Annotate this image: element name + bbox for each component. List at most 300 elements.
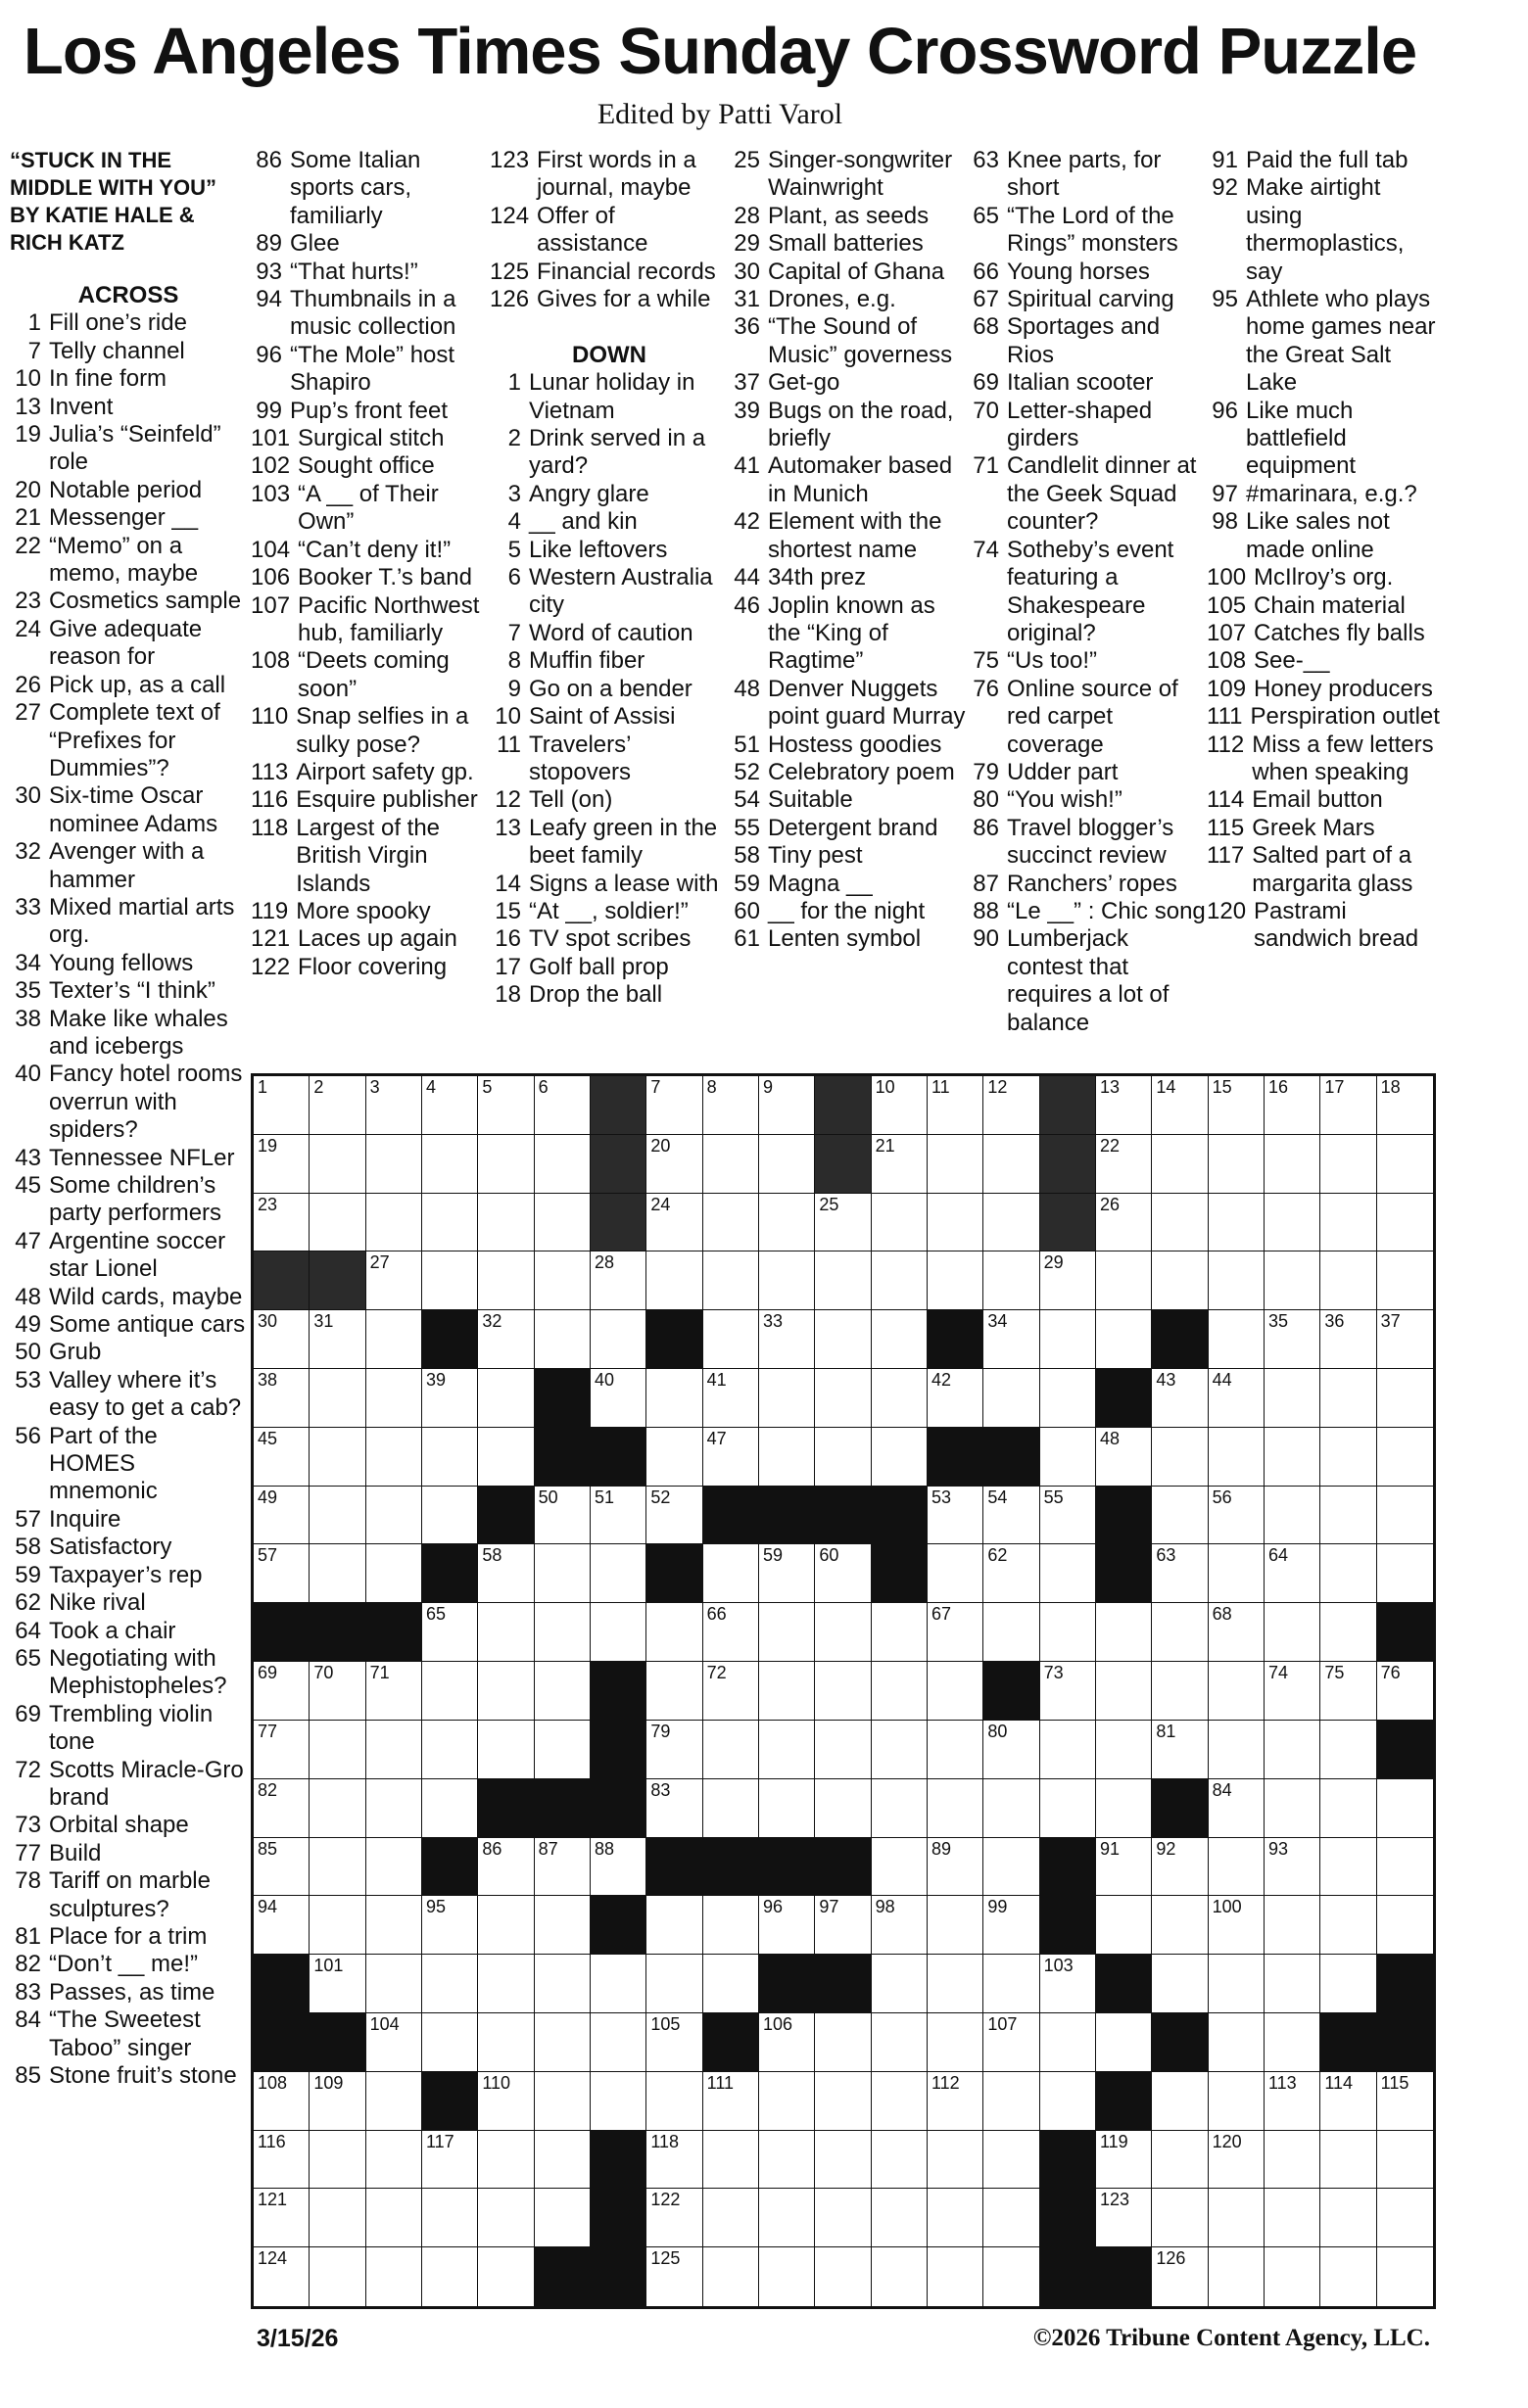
grid-cell[interactable]	[703, 2247, 759, 2306]
grid-cell[interactable]	[703, 1251, 759, 1310]
grid-cell[interactable]	[478, 1076, 534, 1135]
grid-cell[interactable]	[872, 1135, 928, 1194]
grid-cell[interactable]	[422, 1369, 478, 1428]
grid-cell[interactable]	[1320, 1779, 1376, 1838]
grid-cell[interactable]	[1152, 1838, 1208, 1897]
grid-cell[interactable]	[1040, 2013, 1096, 2072]
grid-cell[interactable]	[310, 1428, 365, 1487]
grid-cell[interactable]	[366, 1135, 422, 1194]
grid-cell[interactable]	[366, 1251, 422, 1310]
grid-cell[interactable]	[983, 1076, 1039, 1135]
grid-cell[interactable]	[703, 1662, 759, 1721]
grid-cell[interactable]	[366, 1076, 422, 1135]
grid-cell[interactable]	[983, 2013, 1039, 2072]
grid-cell[interactable]	[983, 1838, 1039, 1897]
grid-cell[interactable]	[646, 1721, 702, 1779]
grid-cell[interactable]	[646, 1251, 702, 1310]
grid-cell[interactable]	[1040, 1251, 1096, 1310]
grid-cell[interactable]	[535, 2072, 591, 2131]
grid-cell[interactable]	[535, 1838, 591, 1897]
grid-cell[interactable]	[422, 2247, 478, 2306]
grid-cell[interactable]	[815, 1896, 871, 1955]
grid-cell[interactable]	[310, 1662, 365, 1721]
grid-cell[interactable]	[478, 1721, 534, 1779]
grid-cell[interactable]	[1152, 2131, 1208, 2190]
grid-cell[interactable]	[591, 1369, 646, 1428]
grid-cell[interactable]	[872, 1251, 928, 1310]
grid-cell[interactable]	[646, 1603, 702, 1662]
grid-cell[interactable]	[366, 2013, 422, 2072]
grid-cell[interactable]	[928, 1721, 983, 1779]
grid-cell[interactable]	[1152, 2247, 1208, 2306]
grid-cell[interactable]	[983, 1369, 1039, 1428]
grid-cell[interactable]	[1096, 1076, 1152, 1135]
grid-cell[interactable]	[928, 2131, 983, 2190]
grid-cell[interactable]	[703, 1194, 759, 1252]
grid-cell[interactable]	[1265, 1428, 1320, 1487]
grid-cell[interactable]	[591, 1544, 646, 1603]
grid-cell[interactable]	[254, 2189, 310, 2247]
grid-cell[interactable]	[478, 2013, 534, 2072]
grid-cell[interactable]	[983, 1896, 1039, 1955]
grid-cell[interactable]	[815, 1721, 871, 1779]
grid-cell[interactable]	[1040, 1428, 1096, 1487]
grid-cell[interactable]	[310, 2072, 365, 2131]
grid-cell[interactable]	[478, 1251, 534, 1310]
grid-cell[interactable]	[254, 1544, 310, 1603]
grid-cell[interactable]	[1209, 1721, 1265, 1779]
grid-cell[interactable]	[1209, 2189, 1265, 2247]
grid-cell[interactable]	[1209, 2072, 1265, 2131]
grid-cell[interactable]	[478, 1662, 534, 1721]
grid-cell[interactable]	[254, 1838, 310, 1897]
grid-cell[interactable]	[759, 1194, 815, 1252]
grid-cell[interactable]	[815, 2072, 871, 2131]
grid-cell[interactable]	[310, 2247, 365, 2306]
grid-cell[interactable]	[535, 1135, 591, 1194]
grid-cell[interactable]	[928, 1487, 983, 1545]
grid-cell[interactable]	[478, 1428, 534, 1487]
grid-cell[interactable]	[1320, 2247, 1376, 2306]
grid-cell[interactable]	[366, 1721, 422, 1779]
grid-cell[interactable]	[759, 1076, 815, 1135]
grid-cell[interactable]	[646, 1194, 702, 1252]
grid-cell[interactable]	[1377, 1487, 1433, 1545]
grid-cell[interactable]	[1320, 1487, 1376, 1545]
grid-cell[interactable]	[591, 1603, 646, 1662]
grid-cell[interactable]	[983, 1779, 1039, 1838]
grid-cell[interactable]	[983, 1135, 1039, 1194]
grid-cell[interactable]	[591, 1955, 646, 2013]
grid-cell[interactable]	[1152, 1135, 1208, 1194]
grid-cell[interactable]	[1209, 2247, 1265, 2306]
grid-cell[interactable]	[591, 2013, 646, 2072]
grid-cell[interactable]	[1096, 1310, 1152, 1369]
grid-cell[interactable]	[1209, 1369, 1265, 1428]
grid-cell[interactable]	[535, 1955, 591, 2013]
grid-cell[interactable]	[1096, 1251, 1152, 1310]
grid-cell[interactable]	[646, 1135, 702, 1194]
grid-cell[interactable]	[535, 2013, 591, 2072]
grid-cell[interactable]	[254, 2072, 310, 2131]
grid-cell[interactable]	[254, 1310, 310, 1369]
grid-cell[interactable]	[1040, 1310, 1096, 1369]
grid-cell[interactable]	[1152, 1194, 1208, 1252]
grid-cell[interactable]	[815, 2247, 871, 2306]
grid-cell[interactable]	[1152, 1603, 1208, 1662]
grid-cell[interactable]	[928, 1896, 983, 1955]
grid-cell[interactable]	[872, 1603, 928, 1662]
grid-cell[interactable]	[703, 1779, 759, 1838]
grid-cell[interactable]	[928, 2013, 983, 2072]
grid-cell[interactable]	[1040, 2072, 1096, 2131]
grid-cell[interactable]	[1265, 2131, 1320, 2190]
grid-cell[interactable]	[1377, 2072, 1433, 2131]
grid-cell[interactable]	[310, 1135, 365, 1194]
grid-cell[interactable]	[1152, 1076, 1208, 1135]
grid-cell[interactable]	[478, 2072, 534, 2131]
grid-cell[interactable]	[1152, 1251, 1208, 1310]
grid-cell[interactable]	[535, 1603, 591, 1662]
grid-cell[interactable]	[703, 2072, 759, 2131]
grid-cell[interactable]	[1209, 2131, 1265, 2190]
grid-cell[interactable]	[478, 1603, 534, 1662]
grid-cell[interactable]	[815, 1369, 871, 1428]
grid-cell[interactable]	[422, 2131, 478, 2190]
grid-cell[interactable]	[366, 1955, 422, 2013]
grid-cell[interactable]	[366, 1369, 422, 1428]
grid-cell[interactable]	[366, 1779, 422, 1838]
grid-cell[interactable]	[1320, 1369, 1376, 1428]
grid-cell[interactable]	[1265, 1838, 1320, 1897]
grid-cell[interactable]	[478, 1369, 534, 1428]
grid-cell[interactable]	[646, 1487, 702, 1545]
grid-cell[interactable]	[759, 2247, 815, 2306]
grid-cell[interactable]	[1152, 1487, 1208, 1545]
grid-cell[interactable]	[1320, 1603, 1376, 1662]
grid-cell[interactable]	[1209, 1076, 1265, 1135]
grid-cell[interactable]	[646, 2013, 702, 2072]
grid-cell[interactable]	[872, 1896, 928, 1955]
grid-cell[interactable]	[535, 1721, 591, 1779]
grid-cell[interactable]	[254, 1076, 310, 1135]
grid-cell[interactable]	[422, 1428, 478, 1487]
grid-cell[interactable]	[1377, 1076, 1433, 1135]
grid-cell[interactable]	[254, 1194, 310, 1252]
grid-cell[interactable]	[1152, 1721, 1208, 1779]
grid-cell[interactable]	[254, 1662, 310, 1721]
grid-cell[interactable]	[1152, 2189, 1208, 2247]
grid-cell[interactable]	[366, 1310, 422, 1369]
grid-cell[interactable]	[254, 1779, 310, 1838]
grid-cell[interactable]	[1320, 2072, 1376, 2131]
grid-cell[interactable]	[1209, 1135, 1265, 1194]
grid-cell[interactable]	[1320, 1896, 1376, 1955]
grid-cell[interactable]	[1152, 1369, 1208, 1428]
grid-cell[interactable]	[646, 1662, 702, 1721]
grid-cell[interactable]	[1320, 2131, 1376, 2190]
grid-cell[interactable]	[422, 1076, 478, 1135]
grid-cell[interactable]	[1377, 1544, 1433, 1603]
grid-cell[interactable]	[1096, 2013, 1152, 2072]
grid-cell[interactable]	[535, 1896, 591, 1955]
grid-cell[interactable]	[1377, 1779, 1433, 1838]
grid-cell[interactable]	[478, 1838, 534, 1897]
grid-cell[interactable]	[815, 2013, 871, 2072]
grid-cell[interactable]	[872, 1721, 928, 1779]
grid-cell[interactable]	[872, 1369, 928, 1428]
grid-cell[interactable]	[983, 1194, 1039, 1252]
grid-cell[interactable]	[759, 1603, 815, 1662]
grid-cell[interactable]	[928, 1135, 983, 1194]
grid-cell[interactable]	[815, 2189, 871, 2247]
grid-cell[interactable]	[928, 1955, 983, 2013]
grid-cell[interactable]	[1096, 1428, 1152, 1487]
grid-cell[interactable]	[703, 1721, 759, 1779]
grid-cell[interactable]	[310, 1721, 365, 1779]
grid-cell[interactable]	[1265, 1544, 1320, 1603]
grid-cell[interactable]	[1152, 1662, 1208, 1721]
grid-cell[interactable]	[1377, 2189, 1433, 2247]
grid-cell[interactable]	[535, 1544, 591, 1603]
grid-cell[interactable]	[928, 1662, 983, 1721]
grid-cell[interactable]	[1152, 1955, 1208, 2013]
grid-cell[interactable]	[703, 1428, 759, 1487]
grid-cell[interactable]	[366, 2247, 422, 2306]
grid-cell[interactable]	[1040, 1721, 1096, 1779]
grid-cell[interactable]	[1209, 1838, 1265, 1897]
grid-cell[interactable]	[759, 2013, 815, 2072]
grid-cell[interactable]	[591, 1838, 646, 1897]
grid-cell[interactable]	[646, 1369, 702, 1428]
grid-cell[interactable]	[535, 1310, 591, 1369]
grid-cell[interactable]	[759, 1251, 815, 1310]
grid-cell[interactable]	[815, 1544, 871, 1603]
grid-cell[interactable]	[422, 2189, 478, 2247]
grid-cell[interactable]	[422, 1779, 478, 1838]
grid-cell[interactable]	[1096, 1194, 1152, 1252]
grid-cell[interactable]	[646, 2072, 702, 2131]
grid-cell[interactable]	[646, 1076, 702, 1135]
grid-cell[interactable]	[310, 1779, 365, 1838]
grid-cell[interactable]	[1377, 2247, 1433, 2306]
grid-cell[interactable]	[1152, 1428, 1208, 1487]
grid-cell[interactable]	[1209, 1603, 1265, 1662]
grid-cell[interactable]	[1320, 1076, 1376, 1135]
grid-cell[interactable]	[928, 1194, 983, 1252]
grid-cell[interactable]	[759, 1428, 815, 1487]
grid-cell[interactable]	[1265, 1603, 1320, 1662]
grid-cell[interactable]	[703, 2131, 759, 2190]
grid-cell[interactable]	[1265, 2013, 1320, 2072]
grid-cell[interactable]	[422, 1135, 478, 1194]
grid-cell[interactable]	[310, 1310, 365, 1369]
grid-cell[interactable]	[254, 1135, 310, 1194]
grid-cell[interactable]	[1265, 1194, 1320, 1252]
grid-cell[interactable]	[646, 2189, 702, 2247]
grid-cell[interactable]	[591, 2072, 646, 2131]
grid-cell[interactable]	[983, 2131, 1039, 2190]
grid-cell[interactable]	[872, 1310, 928, 1369]
grid-cell[interactable]	[1265, 1779, 1320, 1838]
grid-cell[interactable]	[872, 1955, 928, 2013]
grid-cell[interactable]	[1209, 1487, 1265, 1545]
grid-cell[interactable]	[703, 1076, 759, 1135]
grid-cell[interactable]	[983, 1603, 1039, 1662]
grid-cell[interactable]	[983, 1544, 1039, 1603]
grid-cell[interactable]	[1320, 1428, 1376, 1487]
grid-cell[interactable]	[1209, 1544, 1265, 1603]
grid-cell[interactable]	[703, 1310, 759, 1369]
grid-cell[interactable]	[815, 1251, 871, 1310]
grid-cell[interactable]	[983, 1310, 1039, 1369]
grid-cell[interactable]	[1320, 1955, 1376, 2013]
grid-cell[interactable]	[422, 1721, 478, 1779]
grid-cell[interactable]	[366, 1544, 422, 1603]
grid-cell[interactable]	[1096, 1838, 1152, 1897]
grid-cell[interactable]	[983, 2189, 1039, 2247]
grid-cell[interactable]	[254, 1487, 310, 1545]
grid-cell[interactable]	[254, 1369, 310, 1428]
grid-cell[interactable]	[1209, 1955, 1265, 2013]
grid-cell[interactable]	[1265, 2247, 1320, 2306]
grid-cell[interactable]	[1320, 1135, 1376, 1194]
grid-cell[interactable]	[422, 1662, 478, 1721]
grid-cell[interactable]	[1209, 1428, 1265, 1487]
grid-cell[interactable]	[646, 1779, 702, 1838]
grid-cell[interactable]	[535, 1194, 591, 1252]
grid-cell[interactable]	[591, 1310, 646, 1369]
grid-cell[interactable]	[310, 1896, 365, 1955]
grid-cell[interactable]	[422, 1955, 478, 2013]
grid-cell[interactable]	[815, 1194, 871, 1252]
grid-cell[interactable]	[1377, 1428, 1433, 1487]
grid-cell[interactable]	[254, 1896, 310, 1955]
grid-cell[interactable]	[759, 1779, 815, 1838]
grid-cell[interactable]	[366, 1896, 422, 1955]
grid-cell[interactable]	[872, 2189, 928, 2247]
grid-cell[interactable]	[983, 1721, 1039, 1779]
grid-cell[interactable]	[1096, 2189, 1152, 2247]
grid-cell[interactable]	[310, 1369, 365, 1428]
grid-cell[interactable]	[872, 1838, 928, 1897]
grid-cell[interactable]	[1320, 1721, 1376, 1779]
grid-cell[interactable]	[928, 1779, 983, 1838]
grid-cell[interactable]	[983, 1487, 1039, 1545]
grid-cell[interactable]	[759, 1662, 815, 1721]
grid-cell[interactable]	[1377, 1251, 1433, 1310]
grid-cell[interactable]	[310, 1544, 365, 1603]
grid-cell[interactable]	[646, 1955, 702, 2013]
grid-cell[interactable]	[591, 1487, 646, 1545]
grid-cell[interactable]	[703, 1135, 759, 1194]
grid-cell[interactable]	[928, 2072, 983, 2131]
grid-cell[interactable]	[535, 1251, 591, 1310]
grid-cell[interactable]	[1096, 1135, 1152, 1194]
grid-cell[interactable]	[1040, 1487, 1096, 1545]
grid-cell[interactable]	[478, 1310, 534, 1369]
grid-cell[interactable]	[928, 1838, 983, 1897]
grid-cell[interactable]	[815, 2131, 871, 2190]
grid-cell[interactable]	[1320, 1838, 1376, 1897]
grid-cell[interactable]	[872, 1076, 928, 1135]
grid-cell[interactable]	[1040, 1779, 1096, 1838]
grid-cell[interactable]	[422, 1487, 478, 1545]
grid-cell[interactable]	[872, 1779, 928, 1838]
grid-cell[interactable]	[1265, 1487, 1320, 1545]
grid-cell[interactable]	[983, 2072, 1039, 2131]
grid-cell[interactable]	[1320, 1310, 1376, 1369]
grid-cell[interactable]	[1152, 1544, 1208, 1603]
grid-cell[interactable]	[1209, 1194, 1265, 1252]
grid-cell[interactable]	[1265, 1310, 1320, 1369]
grid-cell[interactable]	[478, 1896, 534, 1955]
grid-cell[interactable]	[1209, 1310, 1265, 1369]
grid-cell[interactable]	[1040, 1369, 1096, 1428]
grid-cell[interactable]	[872, 1662, 928, 1721]
grid-cell[interactable]	[759, 2072, 815, 2131]
grid-cell[interactable]	[535, 1662, 591, 1721]
grid-cell[interactable]	[646, 1428, 702, 1487]
grid-cell[interactable]	[1265, 2189, 1320, 2247]
grid-cell[interactable]	[1377, 1194, 1433, 1252]
grid-cell[interactable]	[1265, 1662, 1320, 1721]
grid-cell[interactable]	[1320, 1251, 1376, 1310]
grid-cell[interactable]	[1320, 2189, 1376, 2247]
grid-cell[interactable]	[1320, 1544, 1376, 1603]
grid-cell[interactable]	[535, 2189, 591, 2247]
grid-cell[interactable]	[1096, 1603, 1152, 1662]
grid-cell[interactable]	[1096, 1662, 1152, 1721]
grid-cell[interactable]	[872, 2072, 928, 2131]
grid-cell[interactable]	[535, 1076, 591, 1135]
grid-cell[interactable]	[759, 1544, 815, 1603]
grid-cell[interactable]	[759, 1896, 815, 1955]
grid-cell[interactable]	[1209, 1251, 1265, 1310]
grid-cell[interactable]	[1265, 1896, 1320, 1955]
grid-cell[interactable]	[1265, 1135, 1320, 1194]
grid-cell[interactable]	[1320, 1662, 1376, 1721]
grid-cell[interactable]	[310, 2131, 365, 2190]
grid-cell[interactable]	[872, 2247, 928, 2306]
grid-cell[interactable]	[1040, 1603, 1096, 1662]
grid-cell[interactable]	[928, 1251, 983, 1310]
grid-cell[interactable]	[366, 1428, 422, 1487]
grid-cell[interactable]	[1209, 1779, 1265, 1838]
grid-cell[interactable]	[478, 2189, 534, 2247]
grid-cell[interactable]	[928, 1603, 983, 1662]
grid-cell[interactable]	[1265, 1369, 1320, 1428]
grid-cell[interactable]	[1377, 1369, 1433, 1428]
grid-cell[interactable]	[366, 1194, 422, 1252]
grid-cell[interactable]	[478, 1955, 534, 2013]
grid-cell[interactable]	[872, 2131, 928, 2190]
grid-cell[interactable]	[366, 2189, 422, 2247]
grid-cell[interactable]	[254, 1428, 310, 1487]
grid-cell[interactable]	[703, 1544, 759, 1603]
grid-cell[interactable]	[928, 2189, 983, 2247]
grid-cell[interactable]	[815, 1310, 871, 1369]
grid-cell[interactable]	[310, 1838, 365, 1897]
grid-cell[interactable]	[1265, 1251, 1320, 1310]
grid-cell[interactable]	[759, 1135, 815, 1194]
grid-cell[interactable]	[815, 1603, 871, 1662]
grid-cell[interactable]	[591, 1251, 646, 1310]
grid-cell[interactable]	[928, 1544, 983, 1603]
grid-cell[interactable]	[254, 1721, 310, 1779]
grid-cell[interactable]	[703, 1603, 759, 1662]
grid-cell[interactable]	[366, 2131, 422, 2190]
